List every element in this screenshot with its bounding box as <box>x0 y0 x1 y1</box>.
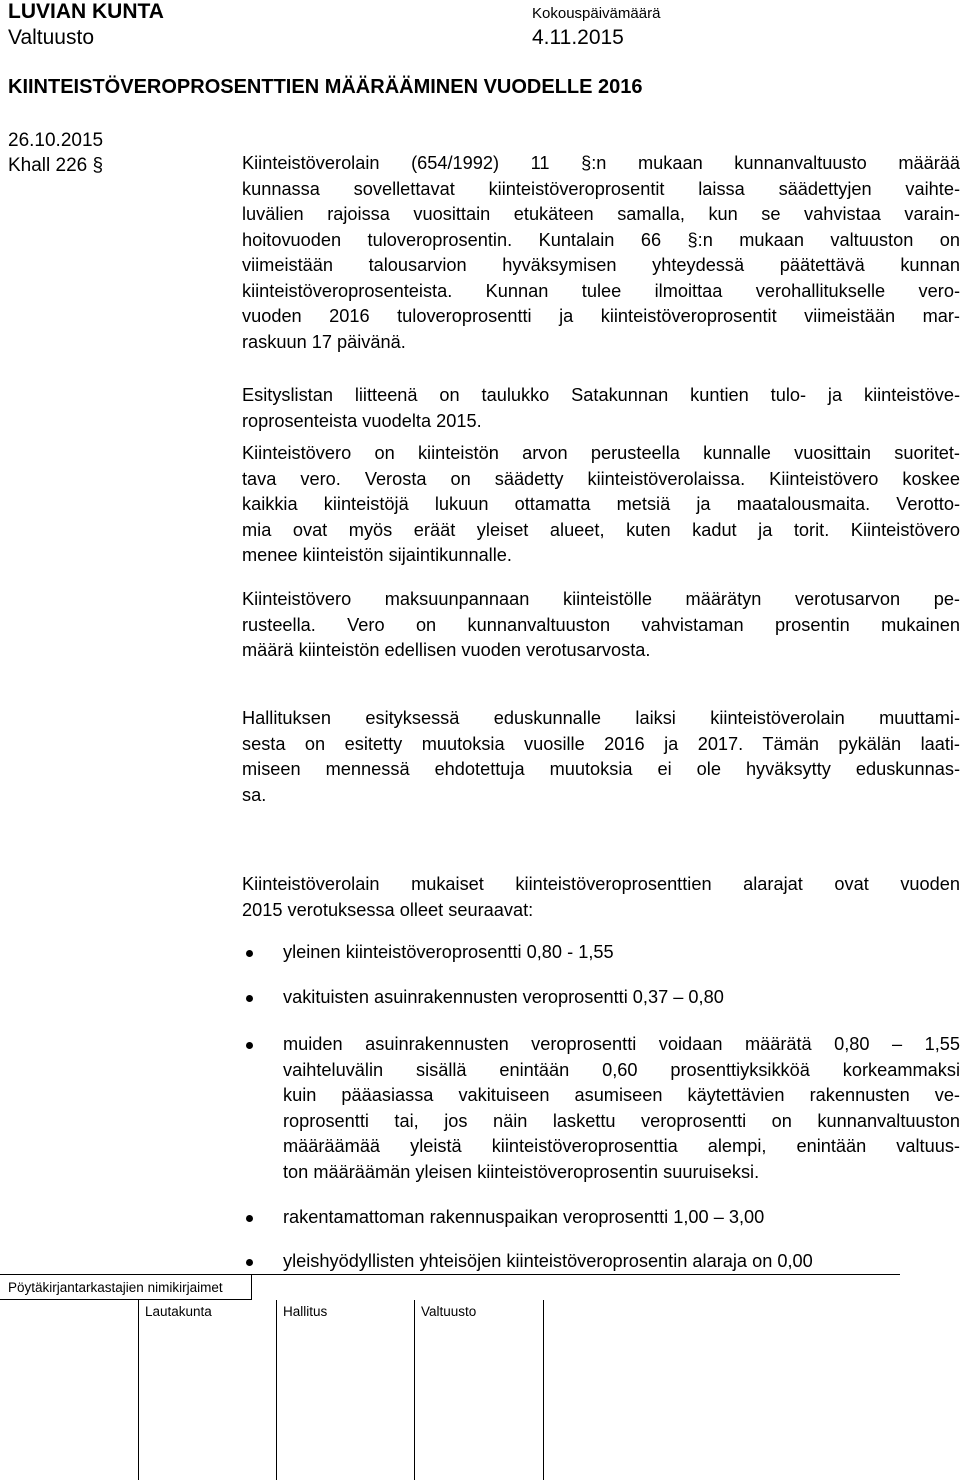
bullet-icon <box>246 950 253 957</box>
text-line: tava vero. Verosta on säädetty kiinteistöverolaissa. Kiinteistövero koskee <box>242 468 960 489</box>
signature-column-lautakunta <box>138 1300 276 1480</box>
paragraph-1 <box>242 151 960 355</box>
text-line: määrä kiinteistön edellisen vuoden verotusarvosta. <box>242 640 651 660</box>
text-line: sesta on esitetty muutoksia vuosille 2016 ja 2017. Tämän pykälän laati- <box>242 733 960 754</box>
text-line: Hallituksen esityksessä eduskunnalle laiksi kiinteistöverolain muuttami- <box>242 708 960 728</box>
text-line: Kiinteistövero on kiinteistön arvon perusteella kunnalle vuosittain suoritet- <box>242 443 960 463</box>
text-line: raskuun 17 päivänä. <box>242 331 406 352</box>
signature-label: Pöytäkirjantarkastajien nimikirjaimet <box>0 1274 252 1300</box>
paragraph-4 <box>242 587 960 664</box>
text-line: määräämää yleistä kiinteistöveroprosenttia alempi, enintään valtuus- <box>283 1136 960 1156</box>
signature-column-label: Lautakunta <box>145 1304 212 1319</box>
bullet-icon <box>246 995 253 1002</box>
text-line: mia ovat myös eräät yleiset alueet, kuten kadut ja torit. Kiinteistövero <box>242 519 960 540</box>
paragraph-2 <box>242 383 960 434</box>
signature-column-valtuusto <box>414 1300 544 1480</box>
text-line: luvälien rajoissa vuosittain etukäteen samalla, kun se vahvistaa varain- <box>242 204 960 224</box>
text-line: ton määräämän yleisen kiinteistöveroprosentin suuruiseksi. <box>283 1161 760 1182</box>
text-line: roprosentti tai, jos näin laskettu veroprosentti on kunnanvaltuuston <box>283 1110 960 1131</box>
text-line: kaikkia kiinteistöjä lukuun ottamatta metsiä ja maatalousmaita. Verotto- <box>242 494 960 514</box>
text-line: menee kiinteistön sijaintikunnalle. <box>242 545 512 565</box>
signature-columns <box>0 1300 544 1480</box>
text-line: roprosenteista vuodelta 2015. <box>242 410 482 431</box>
text-line: vakituisten asuinrakennusten veroprosentti 0,37 – 0,80 <box>283 987 724 1007</box>
text-line: rakentamattoman rakennuspaikan veroprosentti 1,00 – 3,00 <box>283 1207 765 1227</box>
text-line: Kiinteistöverolain mukaiset kiinteistöveroprosenttien alarajat ovat vuoden <box>242 874 960 894</box>
signature-column-hallitus <box>276 1300 414 1480</box>
text-line: miseen mennessä ehdotettuja muutoksia ei ole hyväksytty eduskunnas- <box>242 759 960 779</box>
text-line: rusteella. Vero on kunnanvaltuuston vahvistaman prosentin mukainen <box>242 614 960 635</box>
text-line: muiden asuinrakennusten veroprosentti voidaan määrätä 0,80 – 1,55 <box>283 1034 960 1054</box>
bullet-icon <box>246 1215 253 1222</box>
body-name: Valtuusto <box>8 26 94 49</box>
text-line: Esityslistan liitteenä on taulukko Satakunnan kuntien tulo- ja kiinteistöve- <box>242 385 960 405</box>
text-line: yleinen kiinteistöveroprosentti 0,80 - 1,55 <box>283 942 614 962</box>
text-line: sa. <box>242 784 267 805</box>
text-line: kiinteistöveroprosenteista. Kunnan tulee ilmoittaa verohallitukselle vero- <box>242 280 960 301</box>
text-line: yleishyödyllisten yhteisöjen kiinteistöveroprosentin alaraja on 0,00 <box>283 1251 813 1271</box>
text-line: hoitovuoden tuloveroprosentin. Kuntalain 66 §:n mukaan valtuuston on <box>242 229 960 250</box>
paragraph-3 <box>242 441 960 569</box>
text-line: Kiinteistövero maksuunpannaan kiinteistölle määrätyn verotusarvon pe- <box>242 589 960 609</box>
text-line: viimeistään talousarvion hyväksymisen yhteydessä päätettävä kunnan <box>242 255 960 275</box>
paragraph-6 <box>242 872 960 923</box>
organization-name: LUVIAN KUNTA <box>8 0 164 23</box>
signature-table <box>0 1274 544 1464</box>
meeting-date-label: Kokouspäivämäärä <box>532 5 661 22</box>
signature-column-label: Valtuusto <box>421 1304 477 1319</box>
text-line: vaihteluvälin sisällä enintään 0,60 prosenttiyksikköä korkeammaksi <box>283 1059 960 1080</box>
text-line: vuoden 2016 tuloveroprosentti ja kiinteistöveroprosentit viimeistään mar- <box>242 306 960 326</box>
text-line: kunnassa sovellettavat kiinteistöveroprosentit laissa säädettyjen vaihte- <box>242 178 960 199</box>
text-line: Kiinteistöverolain (654/1992) 11 §:n mukaan kunnanvaltuusto määrää <box>242 153 960 173</box>
document-title: KIINTEISTÖVEROPROSENTTIEN MÄÄRÄÄMINEN VUODELLE 2016 <box>8 76 643 98</box>
bullet-icon <box>246 1259 253 1266</box>
signature-column-label: Hallitus <box>283 1304 328 1319</box>
section-reference: Khall 226 § <box>8 155 104 176</box>
meeting-date: 4.11.2015 <box>532 26 624 49</box>
text-line: 2015 verotuksessa olleet seuraavat: <box>242 899 534 920</box>
bullet-icon <box>246 1042 253 1049</box>
section-date: 26.10.2015 <box>8 130 104 151</box>
text-line: kuin pääasiassa vakituiseen asumiseen käytettävien rakennusten ve- <box>283 1085 960 1105</box>
paragraph-5 <box>242 706 960 808</box>
